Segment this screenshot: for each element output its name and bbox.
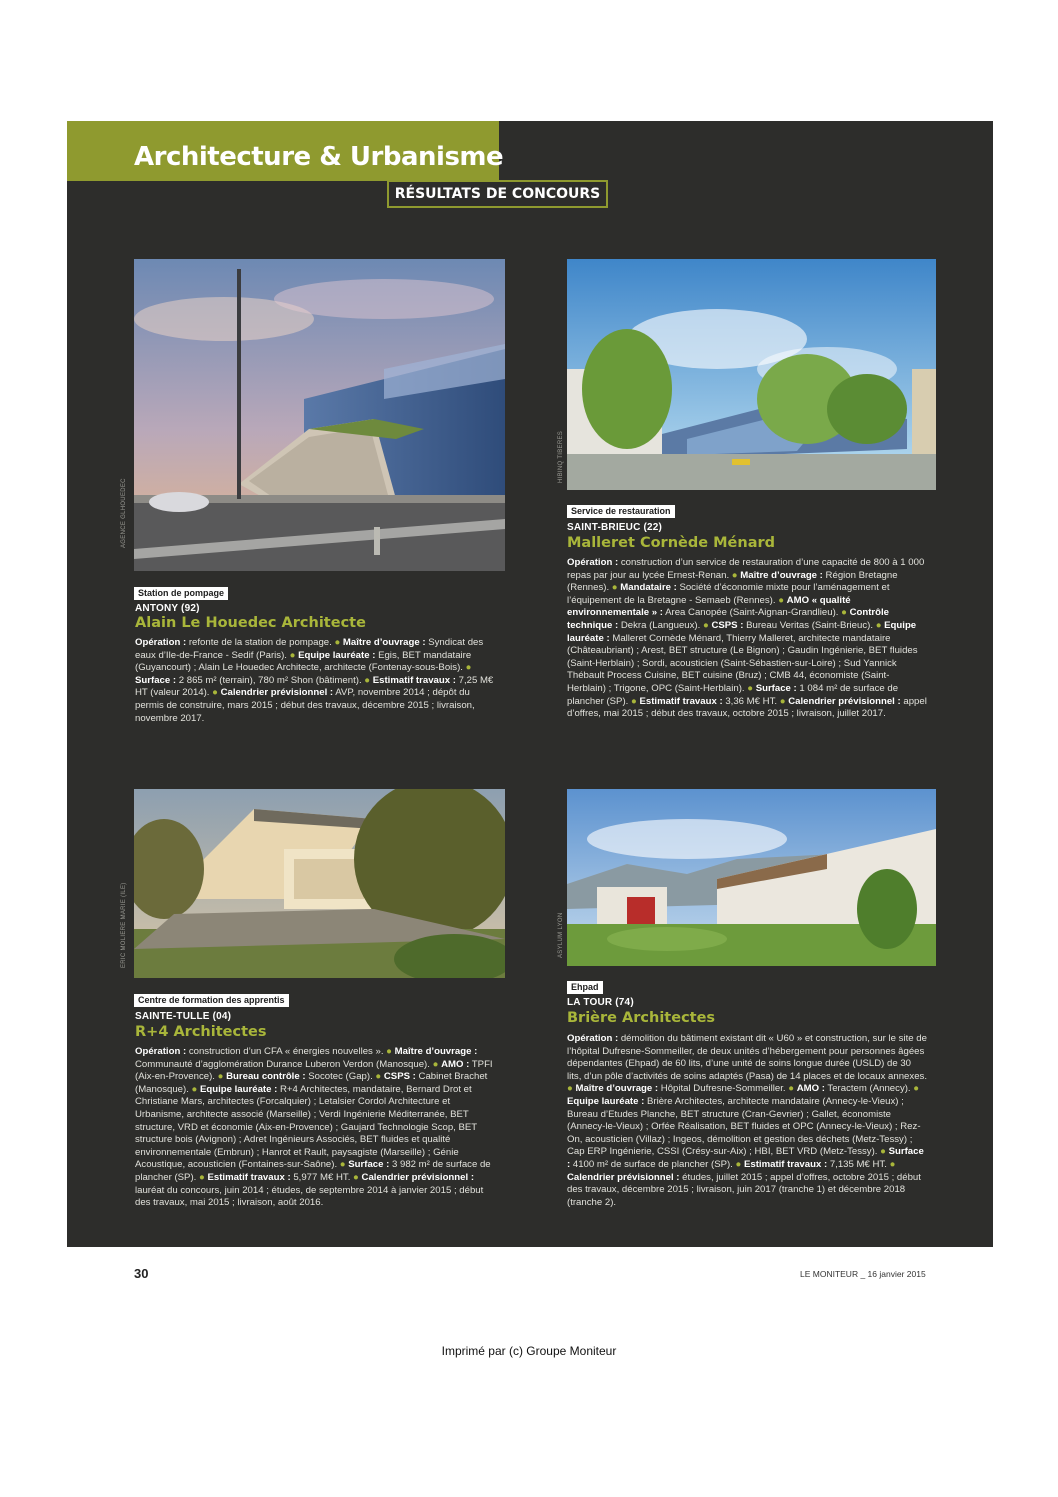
field-value: 4100 m² de surface de plancher (SP). [570,1158,736,1170]
bullet-dot: ● [217,1071,227,1083]
field-label: Calendrier prévisionnel : [361,1171,475,1183]
project-description [567,557,927,721]
field-label: Calendrier prévisionnel : [788,695,901,707]
field-value: Bureau Veritas (Saint-Brieuc). [743,619,876,631]
bullet-dot: ● [375,1071,384,1083]
project-location: ANTONY (92) [135,603,200,614]
field-value: AVP, novembre 2014 ; dépôt du permis de construire, mars 2015 ; début des travaux, décembre 2015 ; livraison, novembre 2017. [135,687,475,724]
field-label: AMO « qualité environnementale » : [567,594,851,619]
category-tag: Centre de formation des apprentis [134,994,289,1007]
bullet-dot: ● [735,1158,744,1170]
bullet-dot: ● [631,695,640,707]
publication-info: LE MONITEUR _ 16 janvier 2015 [800,1269,926,1279]
field-label: Bureau contrôle : [226,1071,306,1083]
field-value: 7,25 M€ HT (valeur 2014). [135,674,494,699]
category-tag: Ehpad [567,981,603,994]
field-label: Equipe lauréate : [567,619,917,644]
field-label: Calendrier prévisionnel : [567,1171,680,1183]
field-label: Opération : [135,1046,187,1057]
field-value: TPFI (Aix-en-Provence). [135,1058,493,1083]
field-value: 3 982 m² de surface de plancher (SP). [135,1159,491,1183]
field-label: AMO : [441,1058,470,1070]
field-value: Brière Architectes, architecte mandataire (Annecy-le-Vieux) ; Bureau d’Etudes Planche, BET structure (Cran-Gevrier) ; Gallet, économiste (Annecy-le-Vieux) ; Orfée Réalisation, BET fluides et OPC (Annecy-le-Vieux) ; Rez-On, acousticien (Villaz) ; Ingeos, démolition et gestion des déchets (Metz-Tessy) ; Cap ERP Ingénierie, CSSI (Crésy-sur-Aix) ; HBI, BET VRD (Metz-Tessy). [567,1095,921,1158]
bullet-dot: ● [386,1046,395,1057]
bullet-dot: ● [880,1146,889,1158]
field-label: Surface : [135,674,177,686]
field-label: Estimatif travaux : [743,1158,828,1170]
field-label: Surface : [348,1159,390,1171]
field-value: R+4 Architectes, mandataire, Bernard Drot et Christiane Mars, architectes (Forcalquier) ; Letalsier Cordol Architecture et Urbanisme, architecte associé (Marseille) ; Verdi Ingénierie Méditerranée, BET structure, VRD et économie (Aix-en-Provence) ; Gaujard Technologie Scop, BET structure bois (Avignon) ; Adret Ingénieurs Associés, BET fluides et qualité environnementale (Embrun) ; Hanrot et Rault, paysagiste (Marseille) ; Génie Acoustique, acousticien (Fontaines-sur-Saône). [135,1083,477,1171]
field-value: Dekra (Langueux). [618,619,703,631]
bullet-dot: ● [779,695,789,707]
bullet-dot: ● [199,1171,208,1183]
field-label: Maître d’ouvrage : [342,637,426,648]
field-value: 5,977 M€ HT. [290,1171,354,1183]
field-label: Opération : [135,637,187,648]
bullet-dot: ● [567,1083,576,1095]
field-label: Maître d’ouvrage : [740,569,823,581]
field-value: construction d’un CFA « énergies nouvelles ». [186,1046,387,1057]
bullet-dot: ● [875,619,885,631]
bullet-dot: ● [611,582,621,594]
project-photo-sainte-tulle [134,789,505,978]
field-value: Egis, BET mandataire (Guyancourt) ; Alain Le Houedec Architecte, architecte (Fontenay-sous-Bois). [135,649,472,674]
photo-credit: HIBINQ TIBERES [558,430,564,483]
field-value: Syndicat des eaux d’Ile-de-France - Sedif (Paris). [135,637,484,661]
bullet-dot: ● [364,674,373,686]
bullet-dot: ● [778,594,787,606]
field-value: construction d’un service de restauration d’une capacité de 800 à 1 000 repas par jour au lycée Ernest-Renan. [567,557,925,581]
project-photo-antony [134,259,505,571]
field-value: refonte de la station de pompage. [186,637,335,648]
field-value: Area Canopée (Saint-Aignan-Grandlieu). [662,607,842,619]
architect-name: Brière Architectes [567,1010,716,1026]
architect-name: Alain Le Houedec Architecte [135,615,366,631]
photo-credit: ERIC MOLIERE MARIE (ILE) [121,882,127,968]
category-tag: Service de restauration [567,505,675,518]
field-value: 3,36 M€ HT. [722,695,780,707]
field-value: Hôpital Dufresne-Sommeiller. [658,1083,789,1095]
architect-name: Malleret Cornède Ménard [567,535,776,551]
field-label: Mandataire : [620,582,677,594]
field-label: CSPS : [383,1071,416,1083]
field-value: études, juillet 2015 ; appel d’offres, octobre 2015 ; début des travaux, décembre 2015 ; livraison, juin 2017 (tranche 1) et décembre 2018 (tranche 2). [567,1171,921,1208]
field-label: Maître d’ouvrage : [575,1083,659,1095]
bullet-dot: ● [212,687,221,699]
bullet-dot: ● [339,1159,349,1171]
architect-name: R+4 Architectes [135,1024,267,1040]
project-location: SAINT-BRIEUC (22) [567,522,663,533]
field-value: Communauté d’agglomération Durance Luberon Verdon (Manosque). [135,1058,433,1070]
page-number: 30 [134,1266,149,1281]
field-value: Région Bretagne (Rennes). [567,569,898,594]
field-label: Equipe lauréate : [200,1083,278,1095]
section-title: Architecture & Urbanisme [134,142,504,172]
field-label: Opération : [567,557,619,568]
bullet-dot: ● [747,682,756,694]
category-tag: Station de pompage [134,587,228,600]
photo-credit: AGENCE GLHOUEDEC [121,478,127,548]
bullet-dot: ● [465,662,472,674]
project-description [135,1046,495,1210]
bullet-dot: ● [432,1058,442,1070]
field-value: Teractem (Annecy). [824,1083,914,1095]
saint-brieuc-rendering [567,259,936,490]
field-value: 2 865 m² (terrain), 780 m² Shon (bâtiment). [176,674,365,686]
bullet-dot: ● [289,649,299,661]
field-value: Malleret Cornède Ménard, Thierry Malleret, architecte mandataire (Châteaubriant) ; Arest, BET structure (Le Bignon) ; Gaudin Ingénierie, BET fluides (Saint-Herblain) ; Sordi, acousticien (Saint-Sébastien-sur-Loire) ; Sud Yannick Thébault Process Cuisine, BET cuisine (Bruz) ; CMB 44, économiste (Saint-Herblain) ; Trigone, OPC (Saint-Herblain). [567,632,918,694]
field-label: Contrôle technique : [567,607,890,631]
bullet-dot: ● [841,607,850,619]
field-value: démolition du bâtiment existant dit « U60 » et construction, sur le site de l’hôpital Dufresne-Sommeiller, de deux unités d’hébergement pour personnes âgées dépendantes (Ehpad) de 60 lits, d’une unité de soins longue durée (USLD) de 30 lits, d’un pôle d’activités de soins adaptés (Pasa) de 14 places et de locaux annexes. [567,1033,927,1082]
field-label: Equipe lauréate : [567,1095,645,1107]
field-value: Cabinet Brachet (Manosque). [135,1071,488,1095]
photo-credit: ASYLUM LYON [558,912,564,958]
project-description [135,637,495,725]
field-value: 1 084 m² de surface de plancher (SP). [567,682,899,707]
field-label: AMO : [796,1083,825,1095]
project-location: LA TOUR (74) [567,997,634,1008]
imprint-note: Imprimé par (c) Groupe Moniteur [441,1344,617,1358]
field-label: Opération : [567,1033,619,1044]
project-description [567,1033,927,1209]
bullet-dot: ● [889,1158,896,1170]
field-label: CSPS : [711,619,744,631]
project-photo-saint-brieuc [567,259,936,490]
field-label: Equipe lauréate : [298,649,376,661]
bullet-dot: ● [334,637,343,648]
field-label: Estimatif travaux : [207,1171,291,1183]
field-value: Socotec (Gap). [305,1071,376,1083]
field-label: Estimatif travaux : [639,695,723,707]
field-value: Société d’économie mixte pour l’aménagement et l’équipement de la Bretagne - Semaeb (Rennes). [567,582,890,606]
field-label: Surface : [755,682,797,694]
field-label: Maître d’ouvrage : [394,1046,478,1057]
field-label: Estimatif travaux : [372,674,456,686]
section-subtitle: RÉSULTATS DE CONCOURS [387,180,608,208]
field-label: Surface : [567,1146,924,1170]
field-value: appel d’offres, mai 2015 ; début des travaux, octobre 2015 ; livraison, juillet 2017. [567,695,927,720]
field-value: lauréat du concours, juin 2014 ; études, de septembre 2014 à janvier 2015 ; début des travaux, mai 2015 ; livraison, août 2016. [135,1184,484,1209]
bullet-dot: ● [353,1171,362,1183]
project-location: SAINTE-TULLE (04) [135,1011,232,1022]
antony-rendering [134,259,505,571]
project-photo-la-tour [567,789,936,966]
bullet-dot: ● [191,1083,200,1095]
field-value: 7,135 M€ HT. [827,1158,890,1170]
bullet-dot: ● [913,1083,920,1095]
sainte-tulle-rendering [134,789,505,978]
bullet-dot: ● [702,619,712,631]
bullet-dot: ● [731,569,741,581]
la-tour-rendering [567,789,936,966]
field-label: Calendrier prévisionnel : [220,687,334,699]
bullet-dot: ● [788,1083,797,1095]
